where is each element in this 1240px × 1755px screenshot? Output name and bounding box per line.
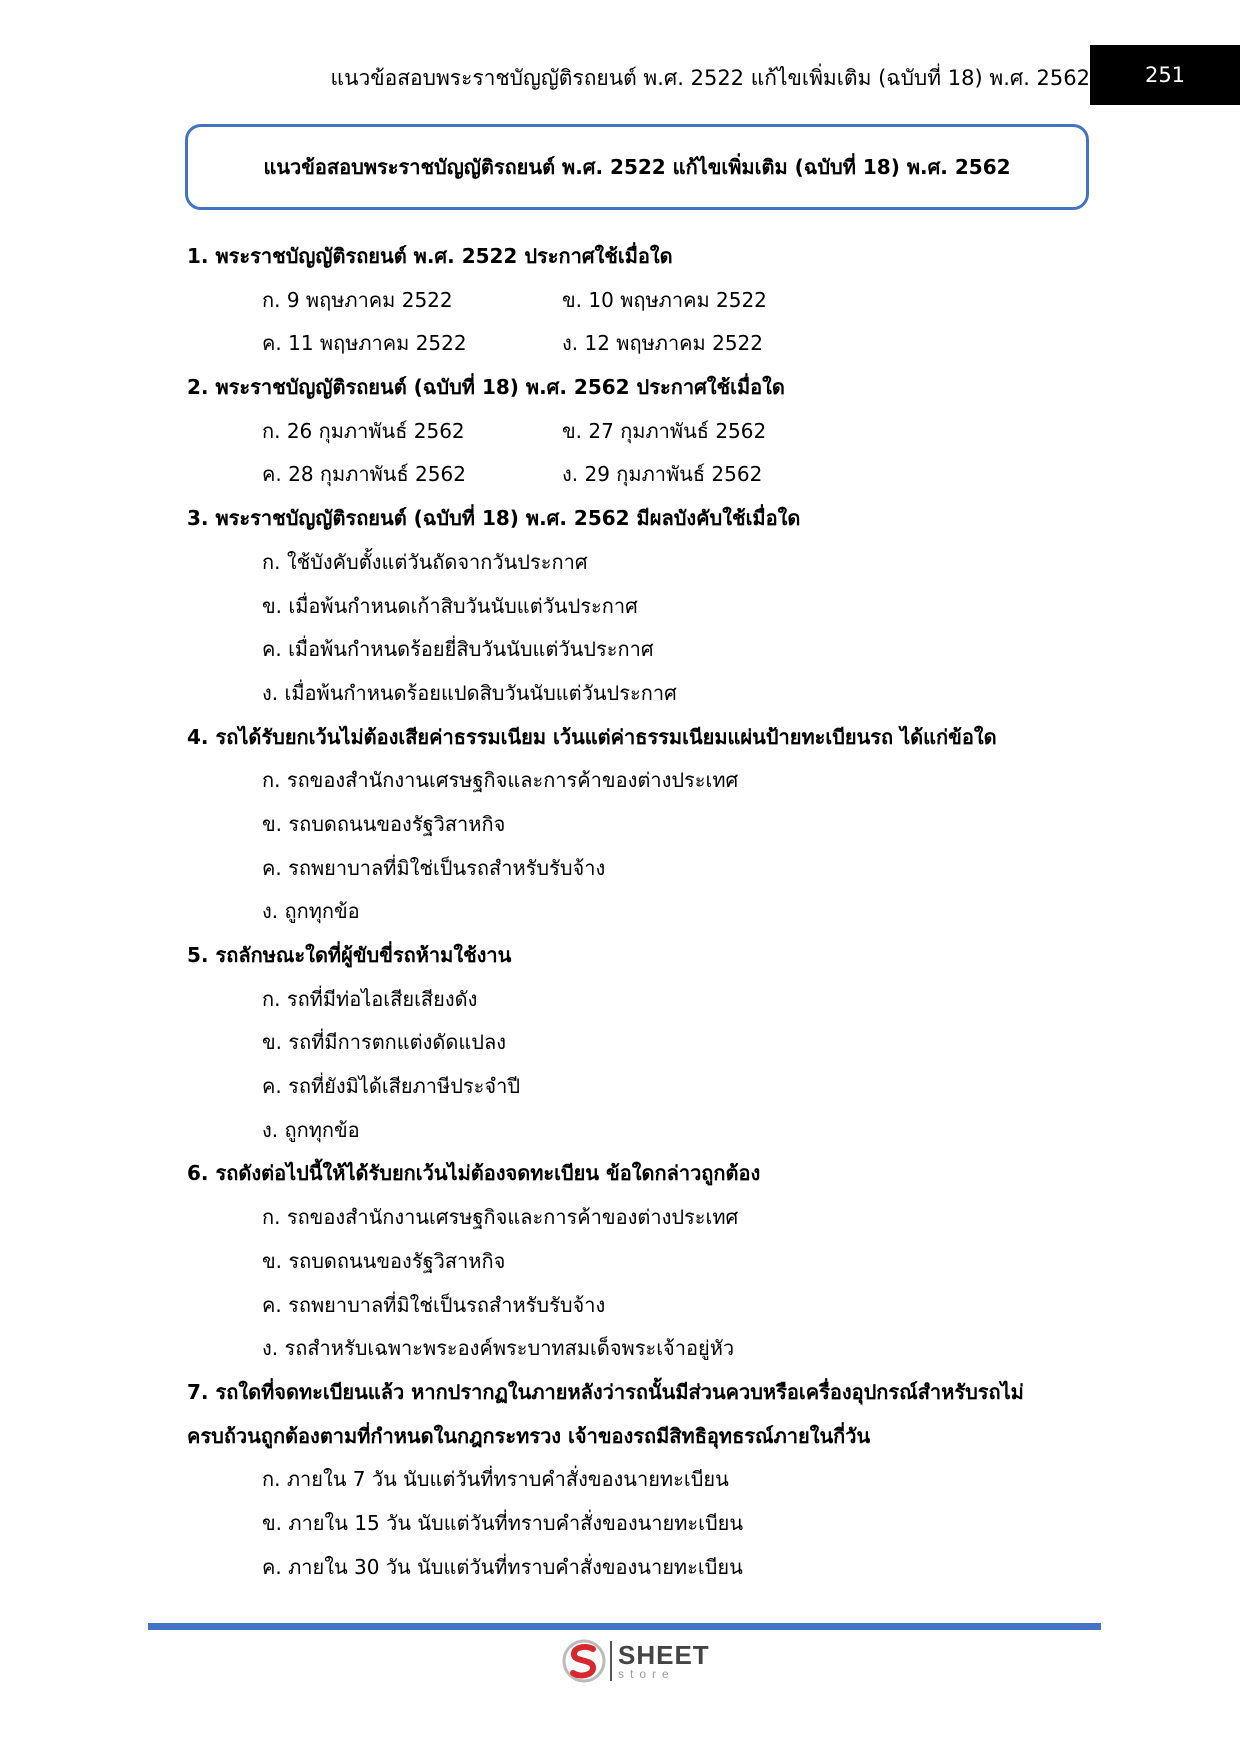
option: ก. ใช้บังคับตั้งแต่วันถัดจากวันประกาศ: [262, 549, 588, 574]
option: ข. รถบดถนนของรัฐวิสาหกิจ: [262, 811, 506, 836]
option: ง. เมื่อพ้นกำหนดร้อยแปดสิบวันนับแต่วันประกาศ: [262, 680, 677, 705]
logo-text: [618, 1642, 710, 1680]
option: ค. เมื่อพ้นกำหนดร้อยยี่สิบวันนับแต่วันประกาศ: [262, 637, 654, 662]
option: ก. 26 กุมภาพันธ์ 2562: [262, 418, 465, 443]
section-title-box: [185, 124, 1089, 210]
option: ข. ภายใน 15 วัน นับแต่วันที่ทราบคำสั่งของนายทะเบียน: [262, 1510, 744, 1535]
question-6: 6. รถดังต่อไปนี้ให้ได้รับยกเว้นไม่ต้องจดทะเบียน ข้อใดกล่าวถูกต้อง: [187, 1161, 761, 1186]
sheetstore-s-logo-icon: [562, 1637, 606, 1685]
question-7-continued: ครบถ้วนถูกต้องตามที่กำหนดในกฎกระทรวง เจ้าของรถมีสิทธิอุทธรณ์ภายในกี่วัน: [187, 1423, 871, 1448]
footer-divider: [148, 1623, 1101, 1630]
question-5: 5. รถลักษณะใดที่ผู้ขับขี่รถห้ามใช้งาน: [187, 943, 512, 967]
running-header-title: แนวข้อสอบพระราชบัญญัติรถยนต์ พ.ศ. 2522 แก้ไขเพิ่มเติม (ฉบับที่ 18) พ.ศ. 2562: [330, 66, 1090, 90]
option: ง. ถูกทุกข้อ: [262, 1117, 360, 1142]
option: ข. รถที่มีการตกแต่งดัดแปลง: [262, 1030, 507, 1055]
option: ค. 28 กุมภาพันธ์ 2562: [262, 462, 466, 487]
page-number: 251: [1090, 45, 1240, 105]
option: ค. รถพยาบาลที่มิใช่เป็นรถสำหรับรับจ้าง: [262, 1292, 606, 1317]
option: ค. ภายใน 30 วัน นับแต่วันที่ทราบคำสั่งของนายทะเบียน: [262, 1554, 743, 1579]
question-3: 3. พระราชบัญญัติรถยนต์ (ฉบับที่ 18) พ.ศ. 2562 มีผลบังคับใช้เมื่อใด: [187, 506, 801, 531]
option: ก. รถของสำนักงานเศรษฐกิจและการค้าของต่างประเทศ: [262, 768, 739, 793]
option: ง. รถสำหรับเฉพาะพระองค์พระบาทสมเด็จพระเจ้าอยู่หัว: [262, 1336, 735, 1361]
options-row: [187, 279, 1087, 323]
question-list: [187, 235, 1087, 1589]
question-4: 4. รถได้รับยกเว้นไม่ต้องเสียค่าธรรมเนียม เว้นแต่ค่าธรรมเนียมแผ่นป้ายทะเบียนรถ ได้แก่ข้อใด: [187, 724, 997, 749]
options-row: [187, 410, 1087, 454]
logo-main-text: SHEET: [618, 1640, 710, 1670]
option: ข. 10 พฤษภาคม 2522: [562, 287, 767, 312]
option: ข. เมื่อพ้นกำหนดเก้าสิบวันนับแต่วันประกาศ: [262, 593, 638, 618]
option: ก. 9 พฤษภาคม 2522: [262, 287, 453, 312]
option: ก. รถของสำนักงานเศรษฐกิจและการค้าของต่างประเทศ: [262, 1205, 739, 1230]
option: ง. 29 กุมภาพันธ์ 2562: [562, 462, 763, 487]
option: ข. 27 กุมภาพันธ์ 2562: [562, 418, 767, 443]
option: ข. รถบดถนนของรัฐวิสาหกิจ: [262, 1248, 506, 1273]
sheetstore-logo: [562, 1636, 710, 1686]
option: ก. รถที่มีท่อไอเสียเสียงดัง: [262, 986, 478, 1011]
options-row: [187, 453, 1087, 497]
option: ง. 12 พฤษภาคม 2522: [562, 331, 763, 356]
option: ค. 11 พฤษภาคม 2522: [262, 331, 467, 356]
option: ค. รถพยาบาลที่มิใช่เป็นรถสำหรับรับจ้าง: [262, 855, 606, 880]
question-2: 2. พระราชบัญญัติรถยนต์ (ฉบับที่ 18) พ.ศ. 2562 ประกาศใช้เมื่อใด: [187, 375, 785, 400]
option: ก. ภายใน 7 วัน นับแต่วันที่ทราบคำสั่งของนายทะเบียน: [262, 1467, 729, 1492]
section-title: แนวข้อสอบพระราชบัญญัติรถยนต์ พ.ศ. 2522 แก้ไขเพิ่มเติม (ฉบับที่ 18) พ.ศ. 2562: [263, 155, 1011, 179]
option: ค. รถที่ยังมิได้เสียภาษีประจำปี: [262, 1074, 521, 1099]
question-1: 1. พระราชบัญญัติรถยนต์ พ.ศ. 2522 ประกาศใช้เมื่อใด: [187, 244, 673, 268]
logo-separator: [610, 1641, 612, 1681]
question-7: 7. รถใดที่จดทะเบียนแล้ว หากปรากฏในภายหลังว่ารถนั้นมีส่วนควบหรือเครื่องอุปกรณ์สำหรับรถไม่: [187, 1379, 1024, 1404]
logo-sub-text: store: [618, 1667, 675, 1681]
option: ง. ถูกทุกข้อ: [262, 899, 360, 924]
options-row: [187, 322, 1087, 366]
